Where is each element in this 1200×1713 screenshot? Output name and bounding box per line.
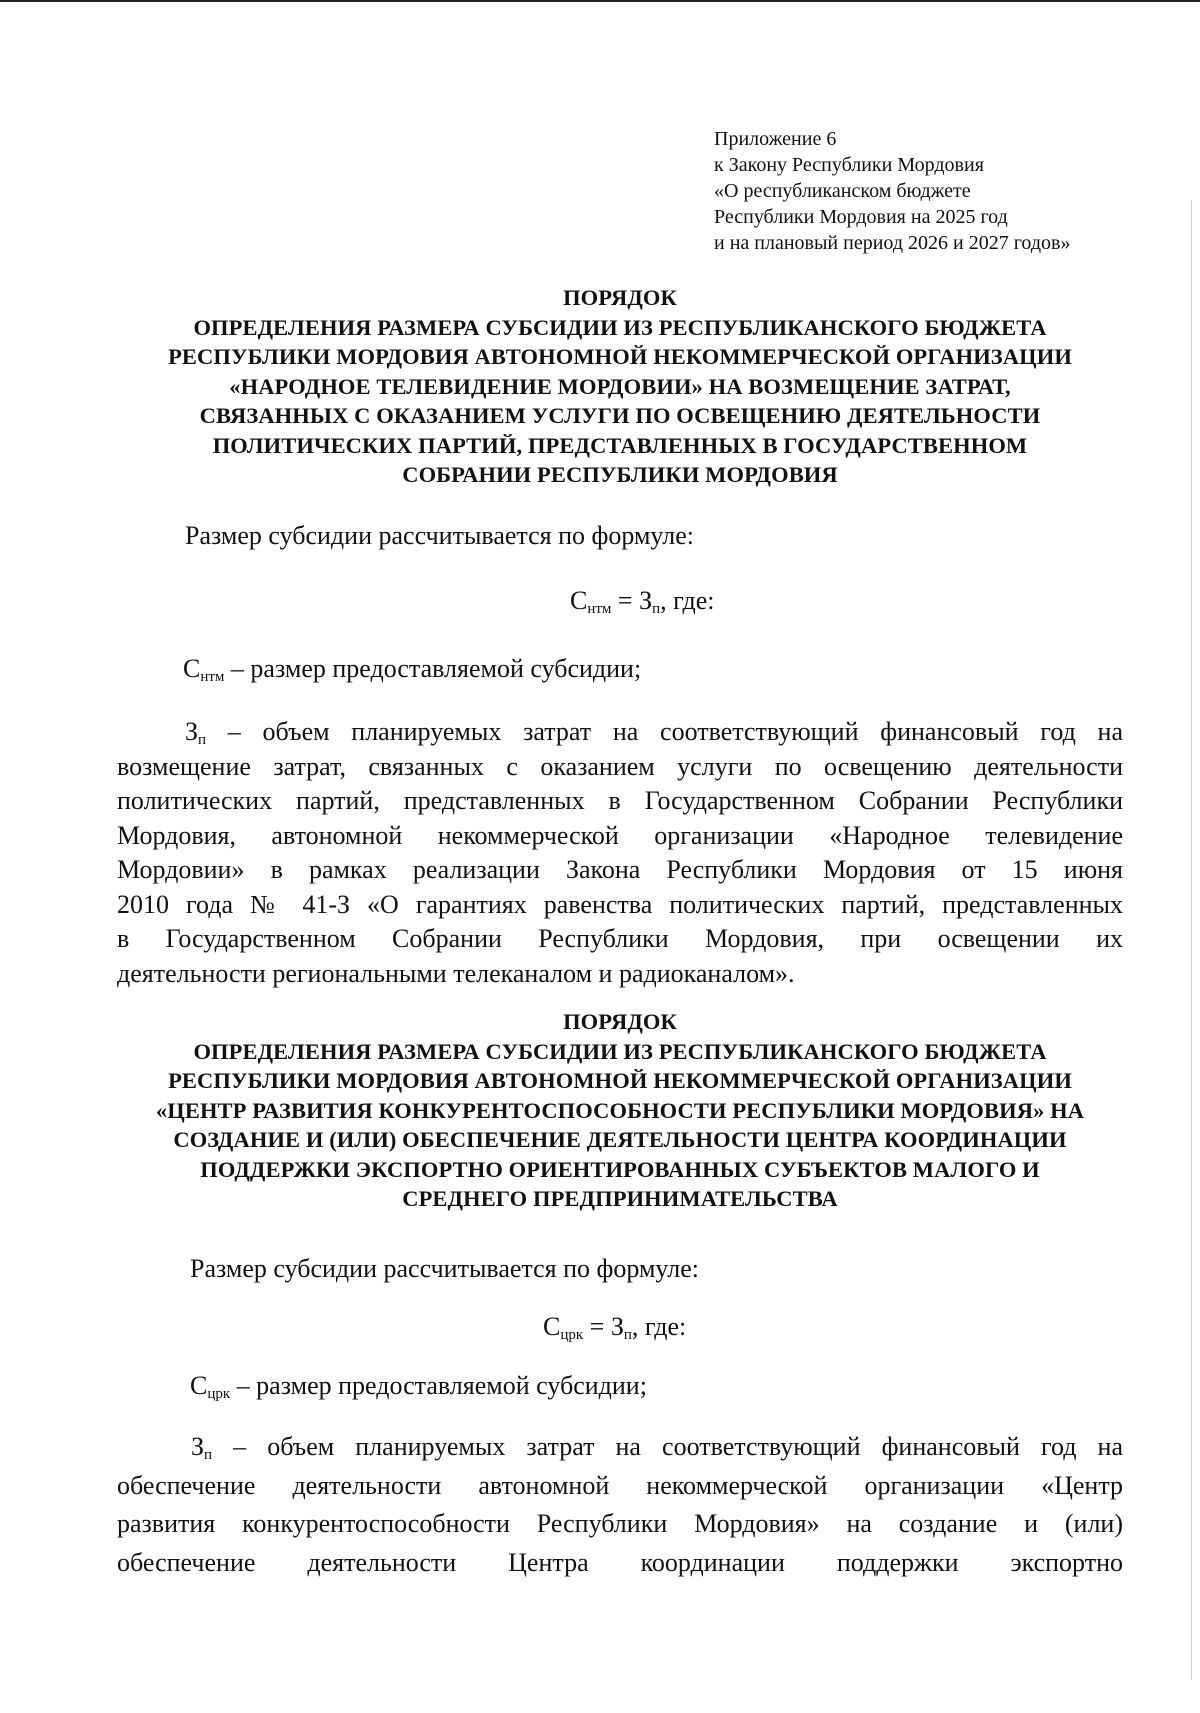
definition-line: обеспечение деятельности Центра координации поддержки экспортно (117, 1547, 1123, 1577)
section1-formula (570, 584, 715, 618)
formula-subscript: црк (560, 1327, 584, 1343)
definition-symbol: З (191, 1432, 205, 1461)
formula-subscript: п (652, 601, 661, 617)
section1-heading-line: СОБРАНИИ РЕСПУБЛИКИ МОРДОВИЯ (402, 462, 838, 487)
appendix-line: Республики Мордовия на 2025 год (714, 206, 1008, 228)
section1-definition-subsidy (183, 652, 1189, 687)
appendix-line: «О республиканском бюджете (714, 180, 971, 202)
definition-line: обеспечение деятельности автономной некоммерческой организации «Центр (117, 1470, 1123, 1500)
definition-line (117, 1428, 1123, 1467)
appendix-line: и на плановый период 2026 и 2027 годов» (714, 232, 1071, 254)
definition-line (117, 715, 1123, 750)
scan-margin-line (1191, 200, 1192, 1680)
definition-line: деятельности региональными телеканалом и радиоканалом». (117, 958, 795, 988)
definition-line: развития конкурентоспособности Республики Мордовия» на создание и (или) (117, 1509, 1123, 1538)
section2-heading-line: СОЗДАНИЕ И (ИЛИ) ОБЕСПЕЧЕНИЕ ДЕЯТЕЛЬНОСТИ ЦЕНТРА КООРДИНАЦИИ (173, 1127, 1067, 1152)
definition-text: – объем планируемых затрат на соответствующий финансовый год на (212, 1432, 1123, 1461)
definition-text: – размер предоставляемой субсидии; (230, 1371, 647, 1400)
definition-text: – объем планируемых затрат на соответствующий финансовый год на (206, 717, 1123, 746)
formula-symbol: С (543, 1312, 561, 1341)
section2-heading-line: ПОДДЕРЖКИ ЭКСПОРТНО ОРИЕНТИРОВАННЫХ СУБЪЕКТОВ МАЛОГО И (200, 1156, 1040, 1182)
section1-heading-line: РЕСПУБЛИКИ МОРДОВИЯ АВТОНОМНОЙ НЕКОММЕРЧЕСКОЙ ОРГАНИЗАЦИИ (168, 344, 1072, 369)
section2-definition-subsidy (190, 1369, 1196, 1404)
definition-text: – размер предоставляемой субсидии; (224, 654, 642, 683)
section2-title: ПОРЯДОК (563, 1009, 677, 1034)
section1-intro: Размер субсидии рассчитывается по формуле: (185, 521, 695, 550)
definition-subscript: црк (207, 1386, 231, 1402)
definition-subscript: нтм (200, 669, 225, 685)
formula-tail: , где: (631, 1312, 687, 1341)
section2-intro: Размер субсидии рассчитывается по формуле: (190, 1254, 700, 1283)
definition-subscript: п (204, 1447, 213, 1463)
formula-tail: , где: (660, 586, 715, 615)
formula-equals: = З (611, 586, 653, 615)
appendix-note (714, 126, 1154, 256)
definition-line: Мордовии» в рамках реализации Закона Республики Мордовия от 15 июня (117, 855, 1123, 884)
appendix-line: Приложение 6 (714, 128, 837, 150)
section1-heading (110, 283, 1130, 490)
definition-line: политических партий, представленных в Государственном Собрании Республики (117, 786, 1123, 815)
definition-line: в Государственном Собрании Республики Мордовия, при освещении их (117, 924, 1123, 953)
appendix-line: к Закону Республики Мордовия (714, 154, 984, 176)
definition-line: возмещение затрат, связанных с оказанием услуги по освещению деятельности (117, 751, 1123, 781)
section1-heading-line: ПОЛИТИЧЕСКИХ ПАРТИЙ, ПРЕДСТАВЛЕННЫХ В ГОСУДАРСТВЕННОМ (212, 432, 1028, 458)
formula-subscript: п (623, 1327, 632, 1343)
section2-heading-line: ОПРЕДЕЛЕНИЯ РАЗМЕРА СУБСИДИИ ИЗ РЕСПУБЛИКАНСКОГО БЮДЖЕТА (193, 1038, 1047, 1064)
section2-heading-line: СРЕДНЕГО ПРЕДПРИНИМАТЕЛЬСТВА (402, 1186, 838, 1211)
definition-subscript: п (198, 732, 207, 748)
page-top-edge (0, 0, 1200, 2)
section1-definition-costs (117, 715, 1123, 991)
section2-heading (110, 1007, 1130, 1214)
definition-symbol: С (183, 654, 201, 683)
formula-symbol: С (570, 586, 588, 615)
section1-heading-line: «НАРОДНОЕ ТЕЛЕВИДЕНИЕ МОРДОВИИ» НА ВОЗМЕЩЕНИЕ ЗАТРАТ, (229, 373, 1011, 399)
definition-line: 2010 года № 41-З «О гарантиях равенства политических партий, представленных (117, 889, 1123, 919)
section2-heading-line: РЕСПУБЛИКИ МОРДОВИЯ АВТОНОМНОЙ НЕКОММЕРЧЕСКОЙ ОРГАНИЗАЦИИ (168, 1068, 1072, 1093)
section2-formula (543, 1310, 686, 1344)
section1-heading-line: СВЯЗАННЫХ С ОКАЗАНИЕМ УСЛУГИ ПО ОСВЕЩЕНИЮ ДЕЯТЕЛЬНОСТИ (199, 403, 1041, 428)
section2-definition-costs (117, 1428, 1123, 1582)
formula-equals: = З (583, 1312, 624, 1341)
definition-symbol: С (190, 1371, 208, 1400)
section1-title: ПОРЯДОК (563, 285, 677, 310)
definition-line: Мордовия, автономной некоммерческой организации «Народное телевидение (117, 820, 1123, 850)
formula-subscript: нтм (587, 601, 612, 617)
section1-heading-line: ОПРЕДЕЛЕНИЯ РАЗМЕРА СУБСИДИИ ИЗ РЕСПУБЛИКАНСКОГО БЮДЖЕТА (193, 314, 1047, 340)
definition-symbol: З (185, 717, 199, 746)
section2-heading-line: «ЦЕНТР РАЗВИТИЯ КОНКУРЕНТОСПОСОБНОСТИ РЕСПУБЛИКИ МОРДОВИЯ» НА (155, 1097, 1085, 1123)
